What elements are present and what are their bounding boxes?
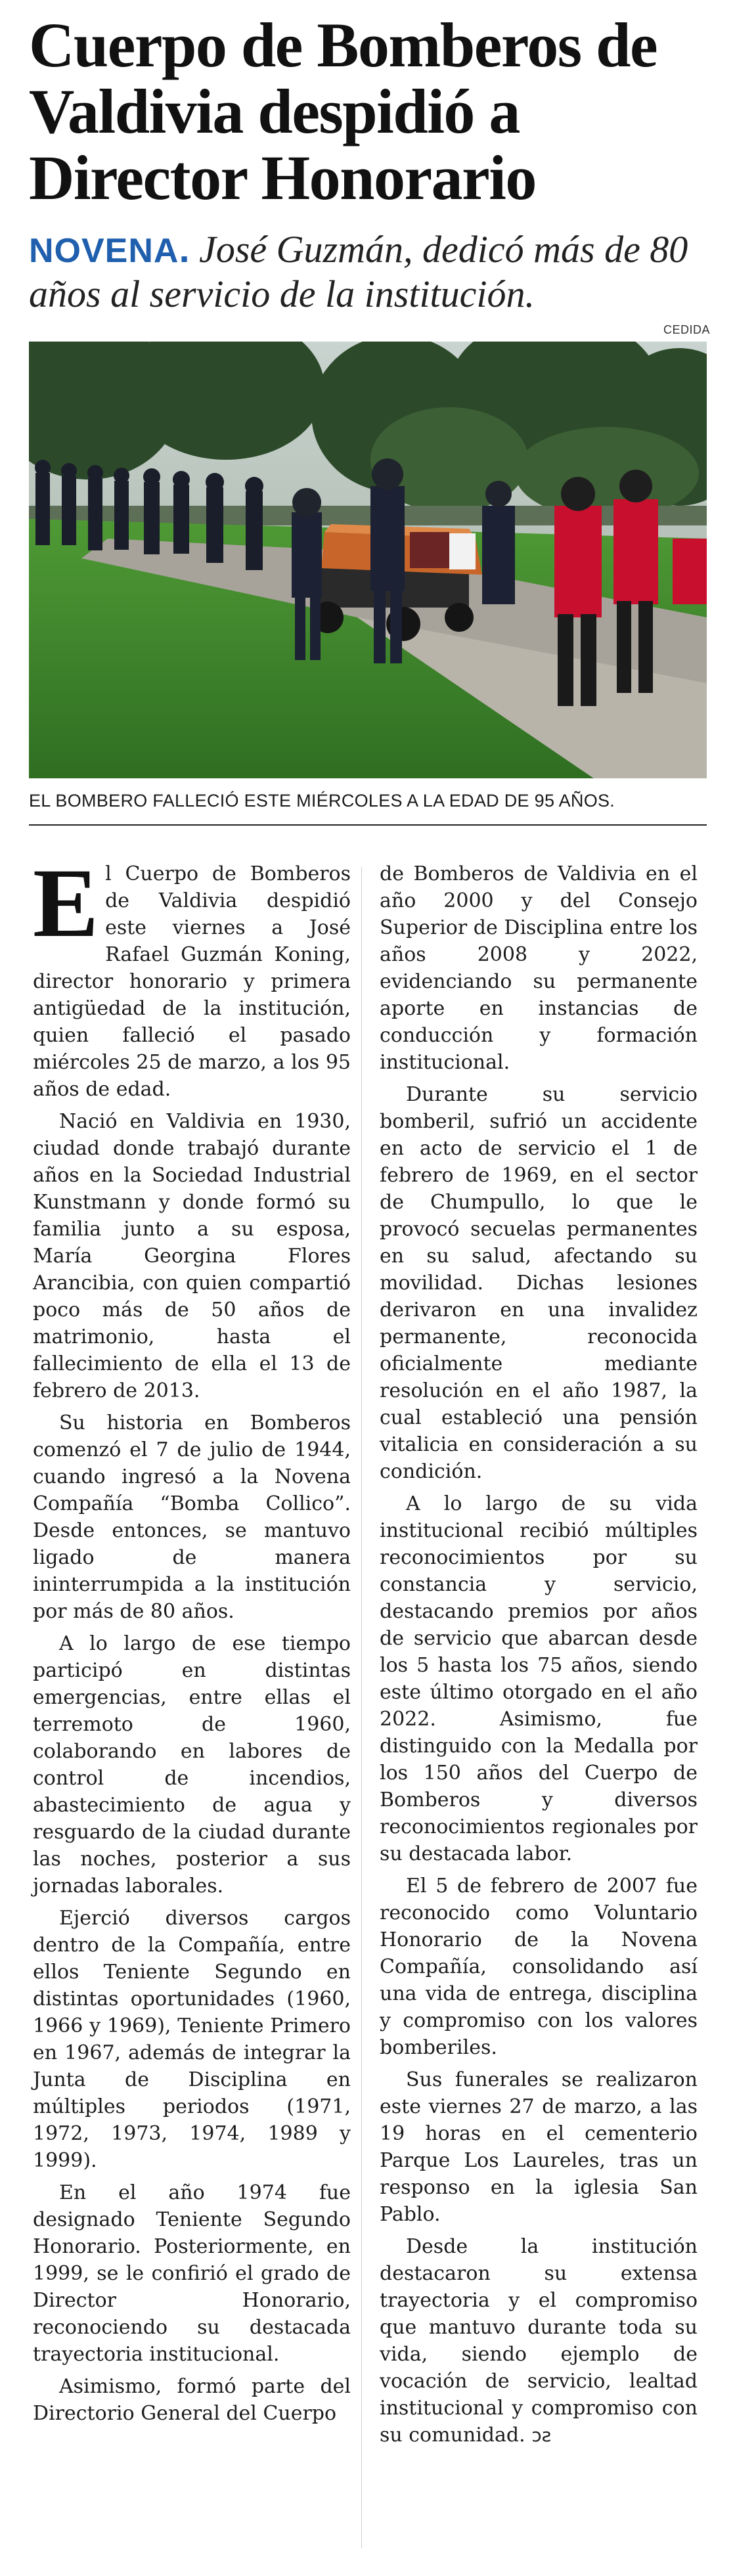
- paragraph-12-text: Desde la institución destacaron su extensa trayectoria y el compromiso que mantuvo durante toda su vida, siendo ejemplo de vocación de servicio, lealtad institucional y compromiso con su comunidad.: [380, 2235, 698, 2447]
- funeral-procession-photo: [29, 342, 707, 778]
- paragraph-2: Nació en Valdivia en 1930, ciudad donde trabajó durante años en la Sociedad Industrial Kunstmann y donde formó su familia junto a su esposa, María Georgina Flores Arancibia, con quien compartió poco más de 50 años de matrimonio, hasta el fallecimiento de ella el 13 de febrero de 2013.: [33, 1110, 351, 1402]
- column-divider: [361, 867, 362, 2548]
- paragraph-1: [33, 849, 351, 1103]
- paragraph-7-continued: de Bomberos de Valdivia en el año 2000 y del Consejo Superior de Disciplina entre los años 2008 y 2022, evidenciando su permanente aporte en instancias de conducción y formación institucional.: [380, 862, 698, 1074]
- paragraph-7: Asimismo, formó parte del Directorio General del Cuerpo: [33, 2375, 351, 2425]
- paragraph-3: Su historia en Bomberos comenzó el 7 de julio de 1944, cuando ingresó a la Novena Compañía “Bomba Collico”. Desde entonces, se mantuvo ligado de manera ininterrumpida a la institución por más de 80 años.: [33, 1411, 351, 1623]
- article-column-left: [33, 849, 351, 2432]
- paragraph-9: A lo largo de su vida institucional recibió múltiples reconocimientos por su constancia y servicio, destacando premios por años de servicio que abarcan desde los 5 hasta los 75 años, siendo este último otorgado en el año 2022. Asimismo, fue distinguido con la Medalla por los 150 años del Cuerpo de Bomberos y diversos reconocimientos regionales por su destacada labor.: [380, 1492, 698, 1865]
- paragraph-11: Sus funerales se realizaron este viernes 27 de marzo, a las 19 horas en el cementerio Parque Los Laureles, tras un responso en la iglesia San Pablo.: [380, 2068, 698, 2226]
- photo-caption: EL BOMBERO FALLECIÓ ESTE MIÉRCOLES A LA EDAD DE 95 AÑOS.: [29, 791, 615, 811]
- photo-credit: CEDIDA: [663, 323, 711, 336]
- end-mark-icon: ↄƨ: [531, 2424, 552, 2446]
- subheadline-text: José Guzmán, dedicó más de 80 años al servicio de la institución.: [29, 228, 688, 315]
- subheadline: [29, 228, 712, 316]
- paragraph-1-text: l Cuerpo de Bomberos de Valdivia despidió este viernes a José Rafael Guzmán Koning, director honorario y primera antigüedad de la institución, quien falleció el pasado miércoles 25 de marzo, a los 95 años de edad.: [33, 862, 351, 1101]
- paragraph-5: Ejerció diversos cargos dentro de la Compañía, entre ellos Teniente Segundo en distintas oportunidades (1960, 1966 y 1969), Teniente Primero en 1967, además de integrar la Junta de Disciplina en múltiples periodos (1971, 1972, 1973, 1974, 1989 y 1999).: [33, 1907, 351, 2172]
- caption-divider: [29, 824, 707, 826]
- kicker: NOVENA: [29, 232, 179, 270]
- article-column-right: [380, 860, 698, 2454]
- paragraph-4: A lo largo de ese tiempo participó en distintas emergencias, entre ellas el terremoto de 1960, colaborando en labores de control de incendios, abastecimiento de agua y resguardo de la ciudad durante las noches, posterior a sus jornadas laborales.: [33, 1632, 351, 1898]
- paragraph-10: El 5 de febrero de 2007 fue reconocido como Voluntario Honorario de la Novena Compañía, consolidando así una vida de entrega, disciplina y compromiso con los valores bomberiles.: [380, 1875, 698, 2059]
- paragraph-6: En el año 1974 fue designado Teniente Segundo Honorario. Posteriormente, en 1999, se le confirió el grado de Director Honorario, reconociendo su destacada trayectoria institucional.: [33, 2181, 351, 2366]
- drop-cap: E: [33, 849, 99, 958]
- headline: Cuerpo de Bomberos de Valdivia despidió a Director Honorario: [29, 10, 657, 213]
- paragraph-8: Durante su servicio bomberil, sufrió un accidente en acto de servicio el 1 de febrero de 1969, en el sector de Chumpullo, lo que le provocó secuelas permanentes en su salud, afectando su movilidad. Dichas lesiones derivaron en una invalidez permanente, reconocida oficialmente mediante resolución en el año 1987, la cual estableció una pensión vitalicia en consideración a su condición.: [380, 1083, 698, 1483]
- paragraph-12: [380, 2233, 698, 2449]
- kicker-dot: .: [179, 228, 190, 271]
